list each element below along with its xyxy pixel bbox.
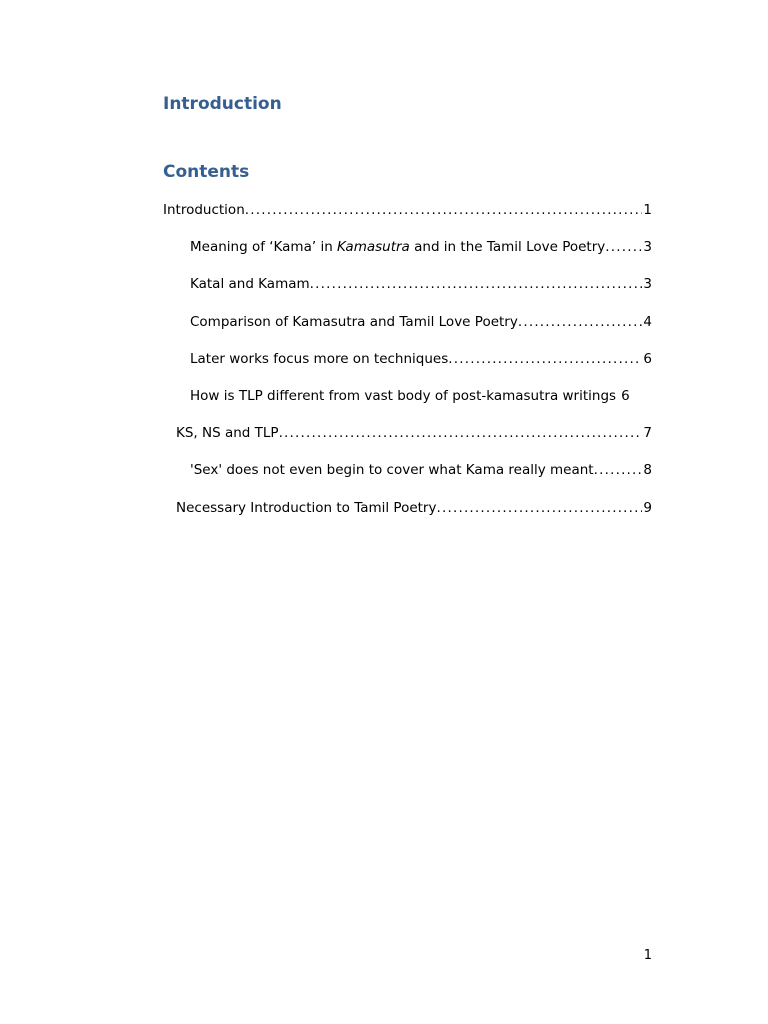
toc-title-italic: Kamasutra <box>337 239 410 256</box>
toc-entry-page: 4 <box>643 313 652 330</box>
toc-entry-page: 1 <box>643 202 652 218</box>
toc-entry-introduction[interactable] <box>163 200 652 237</box>
toc-entry-title: Later works focus more on techniques <box>190 350 449 367</box>
toc-title-part: and in the Tamil Love Poetry <box>409 239 606 256</box>
toc-entry-page: 6 <box>643 350 652 367</box>
toc-entry-later-works[interactable] <box>163 349 652 386</box>
toc-dot-leader <box>310 274 643 294</box>
toc-entry-ks-ns-tlp[interactable] <box>163 423 652 460</box>
toc-entry-katal-and-kamam[interactable] <box>163 274 652 311</box>
toc-entry-page: 3 <box>643 239 652 256</box>
introduction-heading: Introduction <box>163 94 282 114</box>
toc-dot-leader <box>518 312 643 332</box>
toc-entry-how-is-tlp-different[interactable] <box>163 386 652 423</box>
toc-entry-comparison[interactable] <box>163 312 652 349</box>
toc-entry-title: 'Sex' does not even begin to cover what Kama really meant <box>190 462 594 479</box>
toc-dot-leader <box>245 200 643 220</box>
toc-entry-meaning-of-kama[interactable] <box>163 237 652 274</box>
toc-dot-leader <box>436 498 642 518</box>
toc-entry-title: Comparison of Kamasutra and Tamil Love Poetry <box>190 313 518 330</box>
toc-entry-page: 7 <box>643 425 652 442</box>
toc-entry-page: 3 <box>643 276 652 293</box>
contents-heading: Contents <box>163 162 250 182</box>
toc-entry-title: Necessary Introduction to Tamil Poetry <box>176 499 437 516</box>
toc-dot-leader <box>605 237 642 257</box>
toc-dot-leader <box>448 349 642 369</box>
toc-entry-necessary-introduction[interactable] <box>163 498 652 535</box>
toc-entry-title: Introduction <box>163 202 245 218</box>
toc-title-part: Meaning of ‘Kama’ in <box>190 239 338 256</box>
toc-dot-leader <box>594 460 643 480</box>
toc-entry-title: How is TLP different from vast body of post-kamasutra writings <box>190 387 617 404</box>
toc-entry-page: 6 <box>621 387 630 404</box>
toc-entry-sex-does-not-cover[interactable] <box>163 460 652 497</box>
table-of-contents <box>163 200 652 535</box>
toc-entry-page: 8 <box>643 462 652 479</box>
toc-entry-title <box>190 237 605 257</box>
toc-entry-title: KS, NS and TLP <box>176 425 279 442</box>
toc-entry-page: 9 <box>643 499 652 516</box>
toc-dot-leader <box>279 423 643 443</box>
toc-entry-title: Katal and Kamam <box>190 276 310 293</box>
page-number: 1 <box>643 948 652 963</box>
